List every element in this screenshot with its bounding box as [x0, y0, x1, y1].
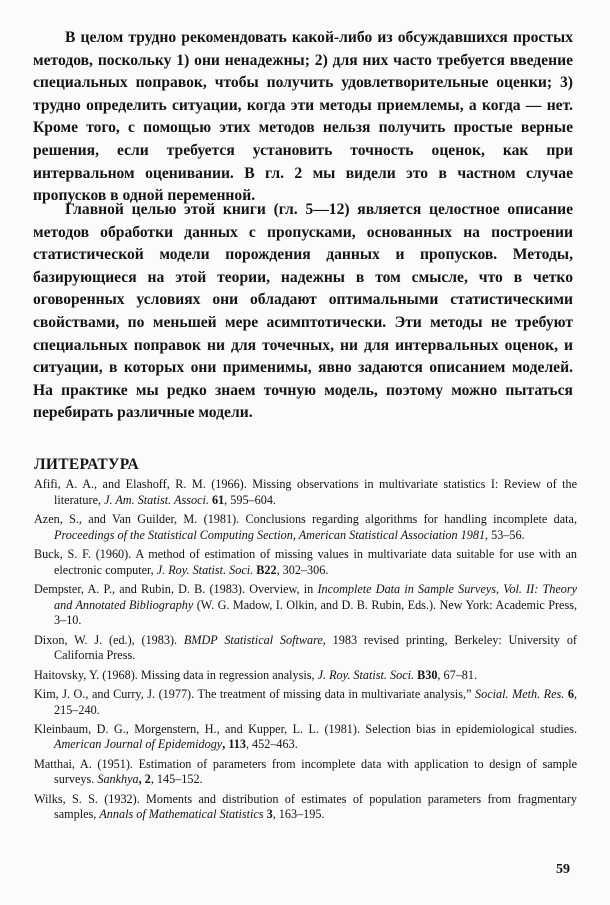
ref-source: Social. Meth. Res. [475, 686, 565, 701]
references-heading: ЛИТЕРАТУРА [34, 456, 139, 473]
ref-pages: , 163–195. [272, 807, 325, 822]
reference-item [34, 633, 577, 664]
ref-source: Sankhya [97, 772, 139, 787]
reference-item [34, 512, 577, 543]
ref-authors: Kim, J. O., and Curry, J. (1977). The treatment of missing data in multivariate analysis,” [34, 686, 476, 701]
ref-authors: Afifi, A. A., and Elashoff, R. M. (1966). Missing observations in multivariate statistics I: Review of the literature, [34, 477, 577, 507]
ref-authors: Dixon, W. J. (ed.), (1983). [34, 632, 184, 647]
paragraph-book-goal: Главной целью этой книги (гл. 5—12) является целостное описание методов обработки данных с пропусками, основанных на построении статистической модели порождения данных и пропусков. Методы, базирующиеся на этой теории, надежны в том смысле, что в четко оговоренных условиях они обладают оптимальными статистическими свойствами, по меньшей мере асимптотически. Эти методы не требуют специальных поправок ни для точечных, ни для интервальных оценок, и ситуации, в которых они применимы, явно задаются описанием моделей. На практике мы редко знаем точную модель, поэтому можно пытаться перебирать различные модели. [33, 201, 573, 422]
ref-source: J. Roy. Statist. Soci. [156, 562, 254, 577]
ref-authors: Matthai, A. (1951). Estimation of parameters from incomplete data with application to design of sample surveys. [34, 756, 577, 787]
ref-authors: Haitovsky, Y. (1968). Missing data in regression analysis, [34, 667, 318, 682]
ref-authors: Buck, S. F. (1960). A method of estimation of missing values in multivariate data suitable for use with an electronic computer, [34, 546, 577, 577]
ref-source: American Journal of Epidemidogy [54, 737, 223, 752]
ref-volume: B22 [253, 562, 277, 577]
ref-volume: 61 [208, 492, 225, 507]
ref-pages: (W. G. Madow, I. Olkin, and D. B. Rubin, Eds.). New York: Academic Press, 3–10. [54, 597, 577, 628]
ref-pages: , 1983 revised printing, Berkeley: University of California Press. [54, 632, 577, 663]
ref-pages: , 452–463. [245, 737, 298, 752]
ref-source: BMDP Statistical Software [183, 632, 323, 647]
ref-pages: , 53–56. [485, 527, 525, 542]
reference-item [34, 722, 577, 753]
ref-source: Incomplete Data in Sample Surveys, Vol. II: Theory and Annotated Bibliography [54, 581, 577, 612]
ref-authors: Azen, S., and Van Guilder, M. (1981). Conclusions regarding algorithms for handling incomplete data, [34, 511, 577, 526]
ref-source: Proceedings of the Statistical Computing Section, American Statistical Association 1981 [54, 527, 486, 542]
reference-item [34, 687, 577, 718]
paragraph-simple-methods: В целом трудно рекомендовать какой-либо из обсуждавшихся простых методов, поскольку 1) они ненадежны; 2) для них часто требуется введение специальных поправок, чтобы получить удовлетворительные оценки; 3) трудно определить ситуации, когда эти методы приемлемы, а когда — нет. Кроме того, с помощью этих методов нельзя получить простые верные решения, если требуется установить точность оценок, как при интервальном оценивании. В гл. 2 мы видели это в частном случае пропусков в одной переменной. [33, 29, 573, 205]
ref-source: J. Am. Statist. Associ. [104, 492, 209, 507]
reference-item [34, 582, 577, 629]
ref-authors: Wilks, S. S. (1932). Moments and distribution of estimates of population parameters from fragmentary samples, [34, 791, 577, 822]
ref-pages: , 145–152. [150, 772, 203, 787]
ref-pages: , 302–306. [276, 562, 329, 577]
ref-pages: , 595–604. [224, 492, 276, 507]
ref-pages: , 215–240. [54, 686, 578, 717]
ref-source: Annals of Mathematical Statistics [99, 807, 264, 822]
reference-item [34, 757, 577, 788]
ref-source: J. Roy. Statist. Soci. [317, 667, 415, 682]
reference-item [34, 547, 577, 578]
ref-volume: 3 [263, 807, 273, 822]
ref-authors: Kleinbaum, D. G., Morgenstern, H., and Kupper, L. L. (1981). Selection bias in epidemiological studies. [34, 721, 577, 736]
reference-item [34, 668, 577, 684]
ref-pages: , 67–81. [437, 667, 478, 682]
ref-authors: Dempster, A. P., and Rubin, D. B. (1983). Overview, in [34, 581, 318, 596]
reference-item [34, 477, 577, 508]
reference-item [34, 792, 577, 823]
page-number: 59 [556, 862, 570, 877]
reference-list [34, 477, 577, 827]
ref-volume: , 113 [222, 737, 246, 752]
ref-volume: , 2 [138, 772, 151, 787]
ref-volume: B30 [414, 667, 438, 682]
ref-volume: 6 [564, 686, 574, 701]
